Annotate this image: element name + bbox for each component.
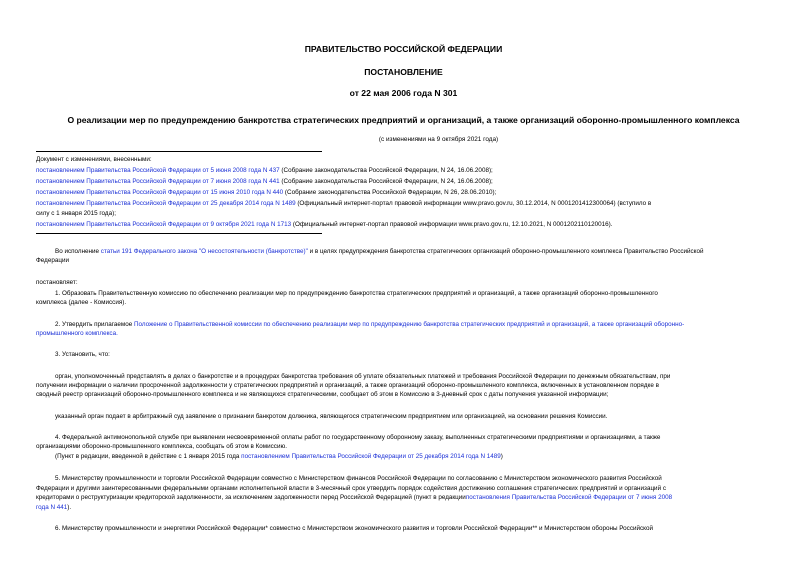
paragraph-2: 2. Утвердить прилагаемое Положение о Правительственной комиссии по обеспечению реализации мер по предупреждению банкротства стратегических предприятий и организаций, а также организаций оборонно- <box>55 321 685 328</box>
paragraph-3-item-2: указанный орган подает в арбитражный суд заявление о признании банкротом должника, являющегося стратегическим предприятием или организацией, на основании решения Комиссии. <box>55 413 608 420</box>
paragraph-5: 5. Министерству промышленности и торговли Российской Федерации совместно с Министерством финансов Российской Федерации по согласованию с Министерством экономического развития Российской <box>55 475 662 482</box>
changes-item: постановлением Правительства Российской Федерации от 5 июня 2008 года N 437 (Собрание законодательства Российской Федерации, N 24, 16.06.2008); <box>36 167 493 174</box>
paragraph-3: 3. Установить, что: <box>55 351 110 358</box>
paragraph-4: 4. Федеральной антимонопольной службе при выявлении несвоевременной оплаты работ по государственному оборонному заказу, выполненных стратегическими предприятиями и организациями, а также <box>55 434 661 441</box>
paragraph-4-note: (Пункт в редакции, введенной в действие с 1 января 2015 года постановлением Правительства Российской Федерации от 25 декабря 2014 года N 1489) <box>55 453 503 460</box>
paragraph-1: 1. Образовать Правительственную комиссию по обеспечению реализации мер по предупреждению банкротства стратегических предприятий и организаций, а также организаций оборонно-промышленного <box>55 290 658 297</box>
paragraph-3-item-continuation: сводный реестр организаций оборонно-промышленного комплекса и не являющихся стратегическими, сообщает об этом в Комиссию в 3-дневный срок с даты получения указанной информации; <box>36 391 609 398</box>
resolution-word: постановляет: <box>36 279 78 286</box>
regulation-link[interactable]: промышленного комплекса. <box>36 330 118 337</box>
changes-item: постановлением Правительства Российской Федерации от 9 октября 2021 года N 1713 (Официальный интернет-портал правовой информации www.pravo.gov.ru, 12.10.2021, N 0001202110120016). <box>36 221 613 228</box>
amendment-note-link[interactable]: постановления Правительства Российской Федерации от 7 июня 2008 <box>465 494 673 501</box>
paragraph-3-item-continuation: получении информации о наличии просроченной задолженности у стратегических предприятий и организаций, а также организаций оборонно-промышленного комплекса, включенных в установленном порядке в <box>36 382 659 389</box>
amendment-link[interactable]: постановлением Правительства Российской Федерации от 15 июня 2010 года N 440 <box>36 189 284 196</box>
preamble-continuation: Федерации <box>36 257 69 264</box>
amendment-date: (с изменениями на 9 октября 2021 года) <box>378 136 499 143</box>
paragraph-3-item: орган, уполномоченный представлять в делах о банкротстве и в процедурах банкротства требования об уплате обязательных платежей и требования Российской Федерации по денежным обязательствам, при <box>55 373 671 380</box>
changes-item: постановлением Правительства Российской Федерации от 25 декабря 2014 года N 1489 (Официальный интернет-портал правовой информации www.pravo.gov.ru, 30.12.2014, N 0001201412300064) (вступило в <box>36 200 652 207</box>
law-article-link[interactable]: статьи 191 Федерального закона "О несостоятельности (банкротстве)" <box>100 248 308 255</box>
changes-bottom-rule <box>36 233 322 234</box>
paragraph-1-continuation: комплекса (далее - Комиссия). <box>36 299 127 306</box>
paragraph-2-continuation <box>36 329 772 338</box>
paragraph-5-continuation: кредиторами о реструктуризации кредиторской задолженности, за исключением задолженности перед Российской Федерацией (пункт в редакциипостановления Правительства Российской Федерации от 7 июня 2008 <box>36 494 673 501</box>
document-title: О реализации мер по предупреждению банкротства стратегических предприятий и организаций, а также организаций оборонно-промышленного комплекса <box>67 115 740 125</box>
changes-item: постановлением Правительства Российской Федерации от 7 июня 2008 года N 441 (Собрание законодательства Российской Федерации, N 24, 16.06.2008); <box>36 178 493 185</box>
government-heading: ПРАВИТЕЛЬСТВО РОССИЙСКОЙ ФЕДЕРАЦИИ <box>304 44 503 54</box>
paragraph-6: 6. Министерству промышленности и энергетики Российской Федерации* совместно с Министерством экономического развития и торговли Российской Федерации** и Министерством обороны Российской <box>55 525 654 532</box>
amendment-link[interactable]: постановлением Правительства Российской Федерации от 5 июня 2008 года N 437 <box>36 167 280 174</box>
amendment-link[interactable]: постановлением Правительства Российской Федерации от 25 декабря 2014 года N 1489 <box>36 200 296 207</box>
document-type-heading: ПОСТАНОВЛЕНИЕ <box>364 67 443 77</box>
changes-item: постановлением Правительства Российской Федерации от 15 июня 2010 года N 440 (Собрание законодательства Российской Федерации, N 26, 28.06.2010); <box>36 189 497 196</box>
amendment-link[interactable]: постановлением Правительства Российской Федерации от 7 июня 2008 года N 441 <box>36 178 280 185</box>
amendment-note-link[interactable]: постановлением Правительства Российской Федерации от 25 декабря 2014 года N 1489 <box>241 453 501 460</box>
amendment-link[interactable]: постановлением Правительства Российской Федерации от 9 октября 2021 года N 1713 <box>36 221 292 228</box>
regulation-link[interactable]: Положение о Правительственной комиссии по обеспечению реализации мер по предупреждению банкротства стратегических предприятий и организаций, а также организаций оборонно- <box>133 321 685 328</box>
preamble-line: Во исполнение статьи 191 Федерального закона "О несостоятельности (банкротстве)" и в целях предупреждения банкротства стратегических организаций оборонно-промышленного комплекса Правительство Российской <box>55 248 704 255</box>
paragraph-5-continuation: года N 441). <box>36 504 72 511</box>
date-number-heading: от 22 мая 2006 года N 301 <box>349 88 458 98</box>
amendment-note-link[interactable]: года N 441 <box>36 504 68 511</box>
paragraph-5-continuation: Федерации и другими заинтересованными федеральными органами исполнительной власти в 3-месячный срок утвердить порядок содействия достижению соглашения стратегических предприятий и организаций с <box>36 485 666 492</box>
changes-item-continuation: силу с 1 января 2015 года); <box>36 210 116 217</box>
changes-intro: Документ с изменениями, внесенными: <box>36 156 152 163</box>
paragraph-4-continuation: организациями оборонно-промышленного комплекса, сообщать об этом в Комиссию. <box>36 443 287 450</box>
changes-top-rule <box>36 151 322 152</box>
